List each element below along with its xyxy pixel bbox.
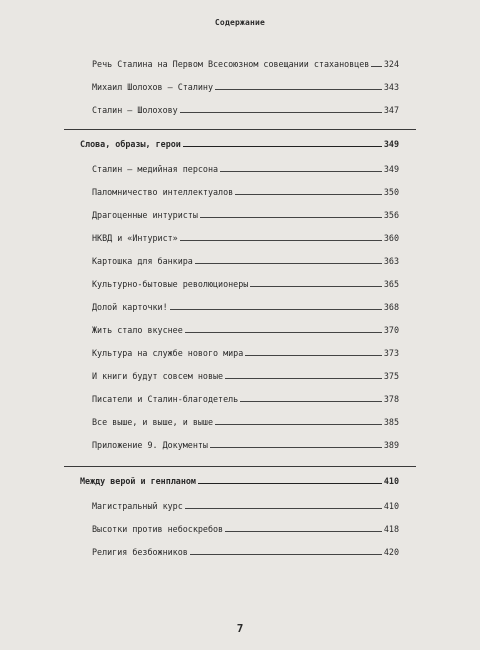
entry-title: Писатели и Сталин-благодетель (92, 394, 239, 404)
entry-title: Культурно-бытовые революционеры (92, 279, 249, 289)
toc-entry (92, 302, 399, 312)
entry-title: Паломничество интеллектуалов (92, 187, 234, 197)
toc-entry (92, 233, 399, 243)
entry-page: 324 (383, 59, 399, 69)
leader-line (180, 240, 382, 241)
leader-line (195, 263, 382, 264)
toc-entry (92, 501, 399, 511)
leader-line (371, 66, 382, 67)
toc-entry (92, 325, 399, 335)
entry-title: Сталин – Шолохову (92, 105, 178, 115)
section-page: 410 (383, 476, 399, 486)
leader-line (225, 531, 382, 532)
entry-page: 373 (383, 348, 399, 358)
toc-entry (92, 82, 399, 92)
section-divider (64, 466, 416, 467)
toc-entry (92, 440, 399, 450)
section-divider (64, 129, 416, 130)
leader-line (200, 217, 382, 218)
entry-title: Все выше, и выше, и выше (92, 417, 214, 427)
entry-title: Картошка для банкира (92, 256, 193, 266)
leader-line (220, 171, 382, 172)
toc-entry (92, 547, 399, 557)
toc-entry (92, 371, 399, 381)
toc-section-heading (80, 139, 399, 149)
section-title: Слова, образы, герои (80, 139, 181, 149)
entry-title: Высотки против небоскребов (92, 524, 224, 534)
entry-page: 347 (383, 105, 399, 115)
toc-entry (92, 348, 399, 358)
toc-entry (92, 187, 399, 197)
section-page: 349 (383, 139, 399, 149)
leader-line (210, 447, 382, 448)
toc-entry (92, 394, 399, 404)
leader-line (185, 332, 382, 333)
entry-page: 370 (383, 325, 399, 335)
leader-line (198, 483, 382, 484)
page-number: 7 (236, 622, 244, 635)
entry-title: Речь Сталина на Первом Всесоюзном совещании стахановцев (92, 59, 370, 69)
entry-page: 389 (383, 440, 399, 450)
toc-entry (92, 210, 399, 220)
entry-title: Приложение 9. Документы (92, 440, 208, 450)
leader-line (235, 194, 382, 195)
entry-title: Жить стало вкуснее (92, 325, 183, 335)
entry-page: 410 (383, 501, 399, 511)
entry-page: 356 (383, 210, 399, 220)
leader-line (185, 508, 382, 509)
entry-page: 375 (383, 371, 399, 381)
leader-line (183, 146, 382, 147)
leader-line (190, 554, 382, 555)
entry-page: 349 (383, 164, 399, 174)
entry-page: 363 (383, 256, 399, 266)
running-header: Содержание (214, 18, 266, 27)
entry-page: 418 (383, 524, 399, 534)
entry-title: Культура на службе нового мира (92, 348, 244, 358)
entry-title: Драгоценные интуристы (92, 210, 198, 220)
toc-entry (92, 279, 399, 289)
section-title: Между верой и генпланом (80, 476, 196, 486)
entry-page: 343 (383, 82, 399, 92)
leader-line (215, 424, 382, 425)
toc-entry (92, 524, 399, 534)
entry-title: Религия безбожников (92, 547, 188, 557)
toc-section-heading (80, 476, 399, 486)
entry-title: И книги будут совсем новые (92, 371, 224, 381)
toc-entry (92, 105, 399, 115)
leader-line (225, 378, 382, 379)
entry-page: 368 (383, 302, 399, 312)
entry-title: НКВД и «Интурист» (92, 233, 178, 243)
entry-page: 350 (383, 187, 399, 197)
entry-title: Долой карточки! (92, 302, 168, 312)
entry-page: 420 (383, 547, 399, 557)
toc-entry (92, 417, 399, 427)
entry-page: 365 (383, 279, 399, 289)
toc-entry (92, 164, 399, 174)
leader-line (240, 401, 382, 402)
leader-line (180, 112, 382, 113)
entry-title: Михаил Шолохов – Сталину (92, 82, 214, 92)
entry-title: Магистральный курс (92, 501, 183, 511)
entry-page: 360 (383, 233, 399, 243)
entry-title: Сталин – медийная персона (92, 164, 219, 174)
leader-line (170, 309, 382, 310)
toc-entry (92, 59, 399, 69)
toc-entry (92, 256, 399, 266)
leader-line (215, 89, 382, 90)
leader-line (250, 286, 382, 287)
entry-page: 385 (383, 417, 399, 427)
entry-page: 378 (383, 394, 399, 404)
leader-line (245, 355, 382, 356)
